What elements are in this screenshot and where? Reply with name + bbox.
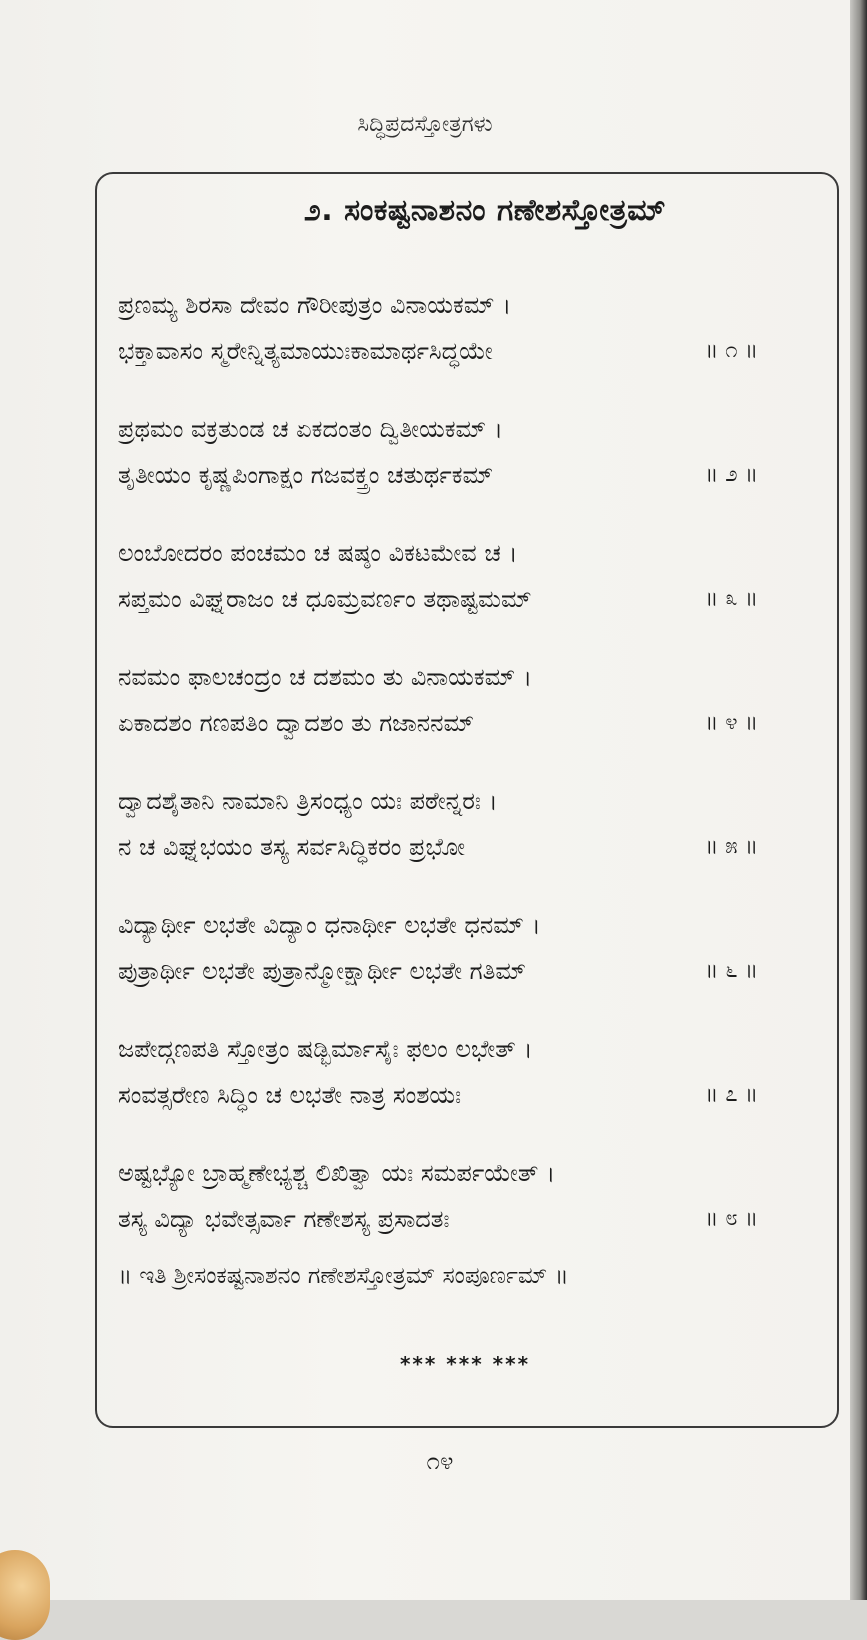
verse-line-numbered <box>118 328 778 374</box>
verse <box>118 902 778 1026</box>
verse-line-numbered <box>118 452 778 498</box>
page-edge-shadow <box>850 0 867 1600</box>
verse-line-numbered <box>118 700 778 746</box>
verse-line-text: ಏಕಾದಶಂ ಗಣಪತಿಂ ದ್ವಾದಶಂ ತು ಗಜಾನನಮ್ <box>118 709 475 737</box>
verse-line: ನವಮಂ ಫಾಲಚಂದ್ರಂ ಚ ದಶಮಂ ತು ವಿನಾಯಕಮ್ । <box>118 663 532 691</box>
verse-line: ದ್ವಾದಶೈತಾನಿ ನಾಮಾನಿ ತ್ರಿಸಂಧ್ಯಂ ಯಃ ಪಠೇನ್ನರಃ । <box>118 787 498 815</box>
verse-number: ॥ ೨ ॥ <box>704 462 758 487</box>
verse <box>118 1150 778 1274</box>
verse-line-text: ಪುತ್ರಾರ್ಥೀ ಲಭತೇ ಪುತ್ರಾನ್ಮೋಕ್ಷಾರ್ಥೀ ಲಭತೇ ಗತಿಮ್ <box>118 957 526 985</box>
verse-line: ವಿದ್ಯಾರ್ಥೀ ಲಭತೇ ವಿದ್ಯಾಂ ಧನಾರ್ಥೀ ಲಭತೇ ಧನಮ್ । <box>118 911 541 939</box>
verse <box>118 406 778 530</box>
verse-line-text: ಸಪ್ತಮಂ ವಿಘ್ನರಾಜಂ ಚ ಧೂಮ್ರವರ್ಣಂ ತಥಾಷ್ಟಮಮ್ <box>118 585 532 613</box>
verse <box>118 1026 778 1150</box>
page-number: ೧೪ <box>426 1447 454 1475</box>
verse-number: ॥ ೩ ॥ <box>704 586 758 611</box>
verse <box>118 282 778 406</box>
verse-line-text: ತಸ್ಯ ವಿದ್ಯಾ ಭವೇತ್ಸರ್ವಾ ಗಣೇಶಸ್ಯ ಪ್ರಸಾದತಃ <box>118 1205 450 1233</box>
verse-line: ಪ್ರಣಮ್ಯ ಶಿರಸಾ ದೇವಂ ಗೌರೀಪುತ್ರಂ ವಿನಾಯಕಮ್ । <box>118 291 512 319</box>
verse-number: ॥ ೧ ॥ <box>704 338 758 363</box>
verse-number: ॥ ೫ ॥ <box>704 834 758 859</box>
verse-number: ॥ ೭ ॥ <box>704 1082 758 1107</box>
verse-line: ಅಷ್ಟಭ್ಯೋ ಬ್ರಾಹ್ಮಣೇಭ್ಯಶ್ಚ ಲಿಖಿತ್ವಾ ಯಃ ಸಮರ್ಪಯೇತ್ । <box>118 1159 556 1187</box>
verse-line-numbered <box>118 1072 778 1118</box>
verse <box>118 530 778 654</box>
verse-number: ॥ ೪ ॥ <box>704 710 758 735</box>
verse-number: ॥ ೬ ॥ <box>704 958 758 983</box>
verse-line-numbered <box>118 1196 778 1242</box>
verse <box>118 778 778 902</box>
closing-line: ॥ ಇತಿ ಶ್ರೀಸಂಕಷ್ಟನಾಶನಂ ಗಣೇಶಸ್ತೋತ್ರಮ್ ಸಂಪೂರ್ಣಮ್ ॥ <box>118 1263 569 1289</box>
thumb-icon <box>0 1550 50 1640</box>
separator-stars: *** *** *** <box>399 1352 531 1376</box>
verse-line-numbered <box>118 824 778 870</box>
verse-line-text: ನ ಚ ವಿಘ್ನಭಯಂ ತಸ್ಯ ಸರ್ವಸಿದ್ಧಿಕರಂ ಪ್ರಭೋ <box>118 833 466 861</box>
stotra-title-text: ೨. ಸಂಕಷ್ಟನಾಶನಂ ಗಣೇಶಸ್ತೋತ್ರಮ್ <box>303 193 667 228</box>
verse-line-text: ಭಕ್ತಾವಾಸಂ ಸ್ಮರೇನ್ನಿತ್ಯಮಾಯುಃಕಾಮಾರ್ಥಸಿದ್ಧಯೇ <box>118 337 493 365</box>
verse <box>118 654 778 778</box>
running-head: ಸಿದ್ಧಿಪ್ರದಸ್ತೋತ್ರಗಳು <box>357 112 493 137</box>
verse-line-numbered <box>118 948 778 994</box>
verse-number: ॥ ೮ ॥ <box>704 1206 758 1231</box>
stotra-title <box>0 193 850 228</box>
verse-line-numbered <box>118 576 778 622</box>
verse-line: ಲಂಬೋದರಂ ಪಂಚಮಂ ಚ ಷಷ್ಠಂ ವಿಕಟಮೇವ ಚ । <box>118 539 518 567</box>
verse-list <box>118 282 778 1274</box>
verse-line: ಪ್ರಥಮಂ ವಕ್ರತುಂಡ ಚ ಏಕದಂತಂ ದ್ವಿತೀಯಕಮ್ । <box>118 415 503 443</box>
verse-line-text: ತೃತೀಯಂ ಕೃಷ್ಣಪಿಂಗಾಕ್ಷಂ ಗಜವಕ್ತ್ರಂ ಚತುರ್ಥಕಮ್ <box>118 461 494 489</box>
verse-line: ಜಪೇದ್ಗಣಪತಿ ಸ್ತೋತ್ರಂ ಷಡ್ಭಿರ್ಮಾಸೈಃ ಫಲಂ ಲಭೇತ್ । <box>118 1035 533 1063</box>
verse-line-text: ಸಂವತ್ಸರೇಣ ಸಿದ್ಧಿಂ ಚ ಲಭತೇ ನಾತ್ರ ಸಂಶಯಃ <box>118 1081 462 1109</box>
